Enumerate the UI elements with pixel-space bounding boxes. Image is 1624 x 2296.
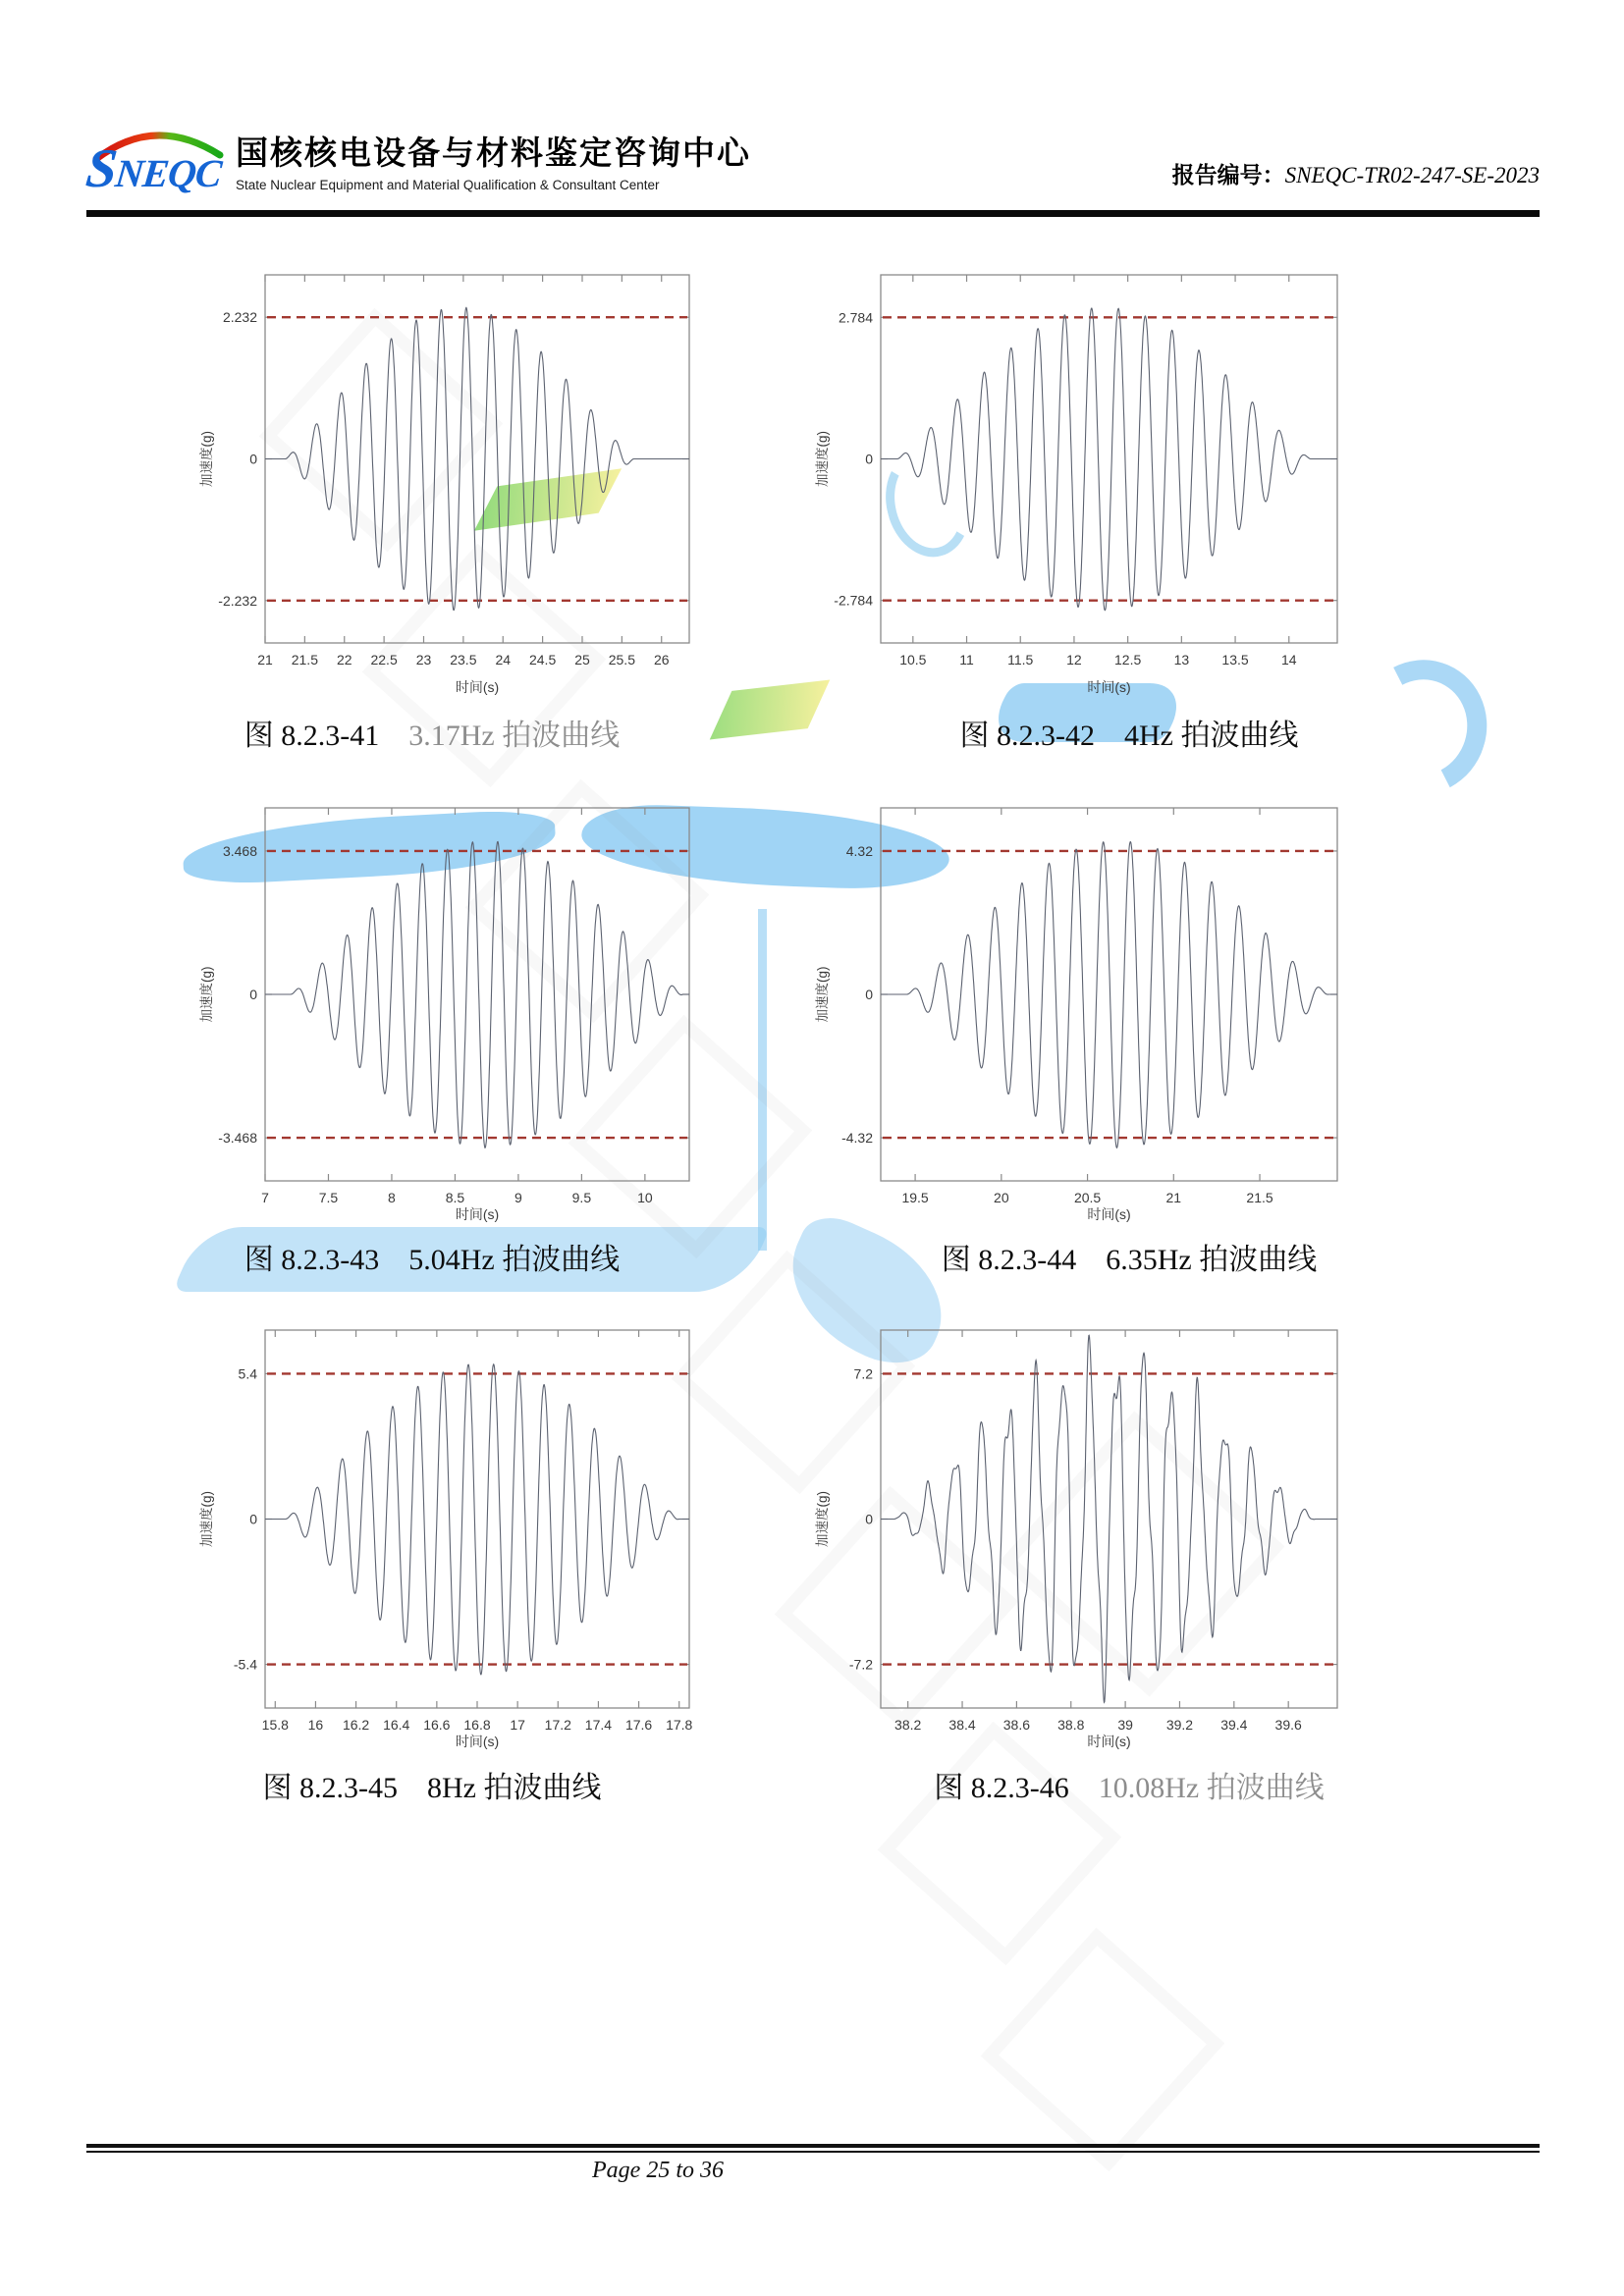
figure-title: 8Hz 拍波曲线 (427, 1772, 602, 1804)
sneqc-logo (82, 124, 236, 210)
figure-caption (167, 1763, 697, 1806)
svg-text:22.5: 22.5 (370, 652, 398, 667)
page-number: Page 25 to 36 (592, 2158, 724, 2183)
svg-text:17.4: 17.4 (584, 1717, 613, 1733)
svg-text:17.2: 17.2 (544, 1717, 571, 1733)
svg-text:加速度(g): 加速度(g) (199, 1491, 214, 1547)
org-name-cn: 国核核电设备与材料鉴定咨询中心 (236, 134, 751, 171)
svg-text:21.5: 21.5 (291, 652, 318, 667)
svg-text:时间(s): 时间(s) (455, 1734, 500, 1749)
svg-text:0: 0 (249, 1511, 257, 1527)
svg-text:24: 24 (495, 652, 512, 667)
svg-text:0: 0 (249, 987, 257, 1002)
figure-number: 图 8.2.3-42 (959, 720, 1095, 752)
svg-text:加速度(g): 加速度(g) (199, 431, 214, 487)
beat-wave-chart-5-04hz (167, 785, 697, 1227)
svg-text:加速度(g): 加速度(g) (815, 1491, 830, 1547)
svg-text:-2.784: -2.784 (834, 592, 873, 609)
svg-text:21.5: 21.5 (1246, 1190, 1273, 1205)
svg-text:2.784: 2.784 (838, 309, 873, 326)
svg-text:9: 9 (514, 1190, 522, 1205)
svg-text:加速度(g): 加速度(g) (199, 966, 214, 1023)
svg-text:7.5: 7.5 (318, 1190, 339, 1205)
svg-text:5.4: 5.4 (238, 1365, 257, 1382)
svg-text:时间(s): 时间(s) (455, 1206, 500, 1222)
svg-text:10.5: 10.5 (899, 652, 927, 667)
header-rule (86, 210, 1540, 217)
beat-wave-chart-4hz (800, 231, 1350, 700)
svg-text:13.5: 13.5 (1221, 652, 1249, 667)
svg-text:38.2: 38.2 (894, 1717, 922, 1733)
svg-text:16: 16 (307, 1717, 324, 1733)
svg-text:19.5: 19.5 (901, 1190, 929, 1205)
svg-text:23.5: 23.5 (450, 652, 477, 667)
page-header (82, 124, 1540, 212)
chart-canvas (800, 1308, 1350, 1754)
svg-text:12: 12 (1066, 652, 1082, 667)
svg-text:17: 17 (510, 1717, 525, 1733)
figure-title: 10.08Hz 拍波曲线 (1098, 1772, 1325, 1804)
svg-text:25: 25 (574, 652, 590, 667)
svg-text:26: 26 (653, 652, 670, 667)
svg-text:时间(s): 时间(s) (1087, 1734, 1131, 1749)
svg-text:39: 39 (1117, 1717, 1133, 1733)
svg-text:15.8: 15.8 (261, 1717, 289, 1733)
svg-text:39.6: 39.6 (1274, 1717, 1302, 1733)
svg-text:21: 21 (257, 652, 273, 667)
svg-text:0: 0 (249, 451, 257, 467)
org-name-en: State Nuclear Equipment and Material Qualification & Consultant Center (236, 178, 660, 192)
footer-rule (86, 2144, 1540, 2153)
svg-text:12.5: 12.5 (1114, 652, 1142, 667)
figure-caption (854, 1763, 1404, 1806)
report-number-value: SNEQC-TR02-247-SE-2023 (1284, 163, 1540, 187)
beat-wave-chart-10-08hz (800, 1308, 1350, 1754)
svg-text:3.468: 3.468 (222, 842, 257, 859)
svg-text:39.2: 39.2 (1165, 1717, 1194, 1733)
beat-wave-chart-6-35hz (800, 785, 1350, 1227)
chart-canvas (800, 231, 1350, 700)
figure-number: 图 8.2.3-46 (934, 1772, 1069, 1804)
svg-text:11.5: 11.5 (1007, 652, 1034, 667)
beat-wave-chart-8hz (167, 1308, 697, 1754)
svg-text:23: 23 (415, 652, 432, 667)
svg-text:17.6: 17.6 (624, 1717, 653, 1733)
figure-caption (854, 711, 1404, 754)
svg-text:25.5: 25.5 (608, 652, 635, 667)
report-number (1172, 157, 1540, 189)
svg-text:16.4: 16.4 (383, 1717, 410, 1733)
svg-text:8: 8 (388, 1190, 396, 1205)
svg-text:0: 0 (865, 1511, 873, 1527)
chart-canvas (167, 231, 697, 700)
svg-text:-4.32: -4.32 (841, 1130, 873, 1147)
svg-text:-7.2: -7.2 (848, 1656, 873, 1673)
figure-caption (167, 711, 697, 754)
chart-canvas (167, 1308, 697, 1754)
watermark-glyph (981, 1928, 1225, 2172)
svg-text:7.2: 7.2 (853, 1365, 873, 1382)
svg-text:13: 13 (1173, 652, 1190, 667)
svg-text:38.4: 38.4 (948, 1717, 976, 1733)
figure-caption (167, 1235, 697, 1278)
svg-text:加速度(g): 加速度(g) (815, 966, 830, 1023)
svg-text:2.232: 2.232 (222, 309, 257, 326)
svg-text:4.32: 4.32 (845, 842, 873, 859)
svg-text:39.4: 39.4 (1220, 1717, 1248, 1733)
svg-text:16.2: 16.2 (342, 1717, 370, 1733)
svg-text:7: 7 (261, 1190, 269, 1205)
figure-number: 图 8.2.3-45 (262, 1772, 398, 1804)
org-block (236, 128, 751, 192)
svg-text:11: 11 (959, 652, 974, 667)
figure-caption (854, 1235, 1404, 1278)
svg-text:-5.4: -5.4 (233, 1656, 257, 1673)
svg-text:20.5: 20.5 (1073, 1190, 1102, 1205)
figure-title: 3.17Hz 拍波曲线 (408, 720, 621, 752)
svg-text:时间(s): 时间(s) (1087, 1206, 1131, 1222)
svg-text:24.5: 24.5 (528, 652, 557, 667)
svg-text:21: 21 (1165, 1190, 1182, 1205)
svg-text:9.5: 9.5 (571, 1190, 592, 1205)
svg-text:22: 22 (336, 652, 352, 667)
watermark-glyph (878, 1722, 1122, 1966)
svg-text:16.6: 16.6 (423, 1717, 451, 1733)
figure-title: 6.35Hz 拍波曲线 (1106, 1244, 1318, 1276)
svg-text:0: 0 (865, 987, 873, 1002)
svg-text:加速度(g): 加速度(g) (815, 431, 830, 487)
report-number-label: 报告编号： (1171, 163, 1285, 187)
svg-text:16.8: 16.8 (463, 1717, 491, 1733)
beat-wave-chart-3-17hz (167, 231, 697, 700)
figure-title: 5.04Hz 拍波曲线 (408, 1244, 621, 1276)
figure-number: 图 8.2.3-41 (244, 720, 380, 752)
svg-text:38.8: 38.8 (1057, 1717, 1085, 1733)
svg-text:10: 10 (637, 1190, 653, 1205)
svg-text:14: 14 (1280, 652, 1297, 667)
logo-text: SNEQC (82, 138, 224, 199)
svg-text:-2.232: -2.232 (218, 592, 257, 609)
svg-text:8.5: 8.5 (445, 1190, 465, 1205)
svg-text:17.8: 17.8 (666, 1717, 693, 1733)
svg-text:时间(s): 时间(s) (1087, 679, 1131, 695)
figure-title: 4Hz 拍波曲线 (1124, 720, 1299, 752)
svg-text:20: 20 (994, 1190, 1009, 1205)
watermark-strip (758, 909, 767, 1251)
svg-text:38.6: 38.6 (1002, 1717, 1031, 1733)
figure-number: 图 8.2.3-44 (941, 1244, 1077, 1276)
chart-canvas (800, 785, 1350, 1227)
chart-canvas (167, 785, 697, 1227)
svg-text:0: 0 (865, 451, 873, 467)
figure-number: 图 8.2.3-43 (244, 1244, 380, 1276)
svg-text:-3.468: -3.468 (218, 1130, 257, 1147)
svg-text:时间(s): 时间(s) (455, 679, 500, 695)
